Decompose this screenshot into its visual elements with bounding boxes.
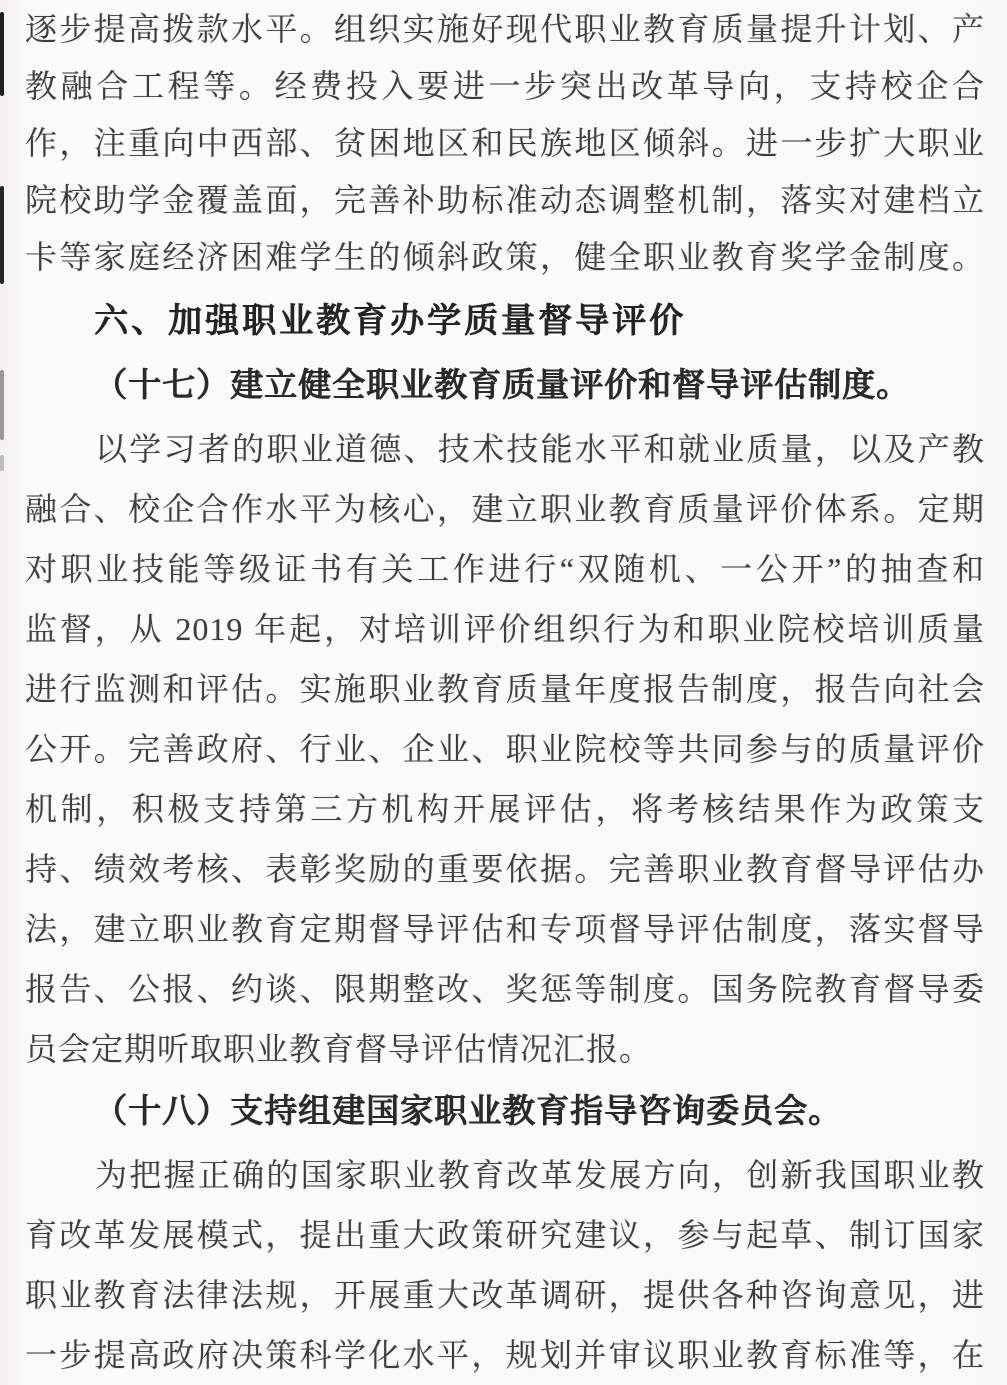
section-six-heading: 六、加强职业教育办学质量督导评价 — [94, 302, 686, 340]
text-line: 教融合工程等。经费投入要进一步突出改革导向，支持校企合 — [25, 68, 985, 104]
text-line: 持、绩效考核、表彰奖励的重要依据。完善职业教育督导评估办 — [25, 851, 985, 887]
clause-18-heading: （十八）支持组建国家职业教育指导咨询委员会。 — [94, 1094, 842, 1130]
text-line: 院校助学金覆盖面，完善补助标准动态调整机制，落实对建档立 — [25, 182, 985, 218]
text-line: 作，注重向中西部、贫困地区和民族地区倾斜。进一步扩大职业 — [25, 125, 985, 161]
clause-17-heading: （十七）建立健全职业教育质量评价和督导评估制度。 — [94, 368, 910, 404]
text-line: 一步提高政府决策科学化水平，规划并审议职业教育标准等，在 — [25, 1337, 985, 1373]
text-line: 卡等家庭经济困难学生的倾斜政策，健全职业教育奖学金制度。 — [25, 239, 985, 275]
text-line: 监督，从 2019 年起，对培训评价组织行为和职业院校培训质量 — [25, 611, 985, 647]
text-line: 职业教育法律法规，开展重大改革调研，提供各种咨询意见，进 — [25, 1277, 985, 1313]
text-line: 逐步提高拨款水平。组织实施好现代职业教育质量提升计划、产 — [25, 11, 985, 47]
text-line: 融合、校企合作水平为核心，建立职业教育质量评价体系。定期 — [25, 491, 985, 527]
text-line: 以学习者的职业道德、技术技能水平和就业质量，以及产教 — [95, 431, 985, 467]
paragraph-advisory-committee — [25, 1145, 985, 1385]
paragraph-funding-continuation — [25, 1, 985, 286]
text-line: 公开。完善政府、行业、企业、职业院校等共同参与的质量评价 — [25, 731, 985, 767]
text-line: 育改革发展模式，提出重大政策研究建议，参与起草、制订国家 — [25, 1217, 985, 1253]
text-line: 为把握正确的国家职业教育改革发展方向，创新我国职业教 — [95, 1157, 985, 1193]
text-line: 法，建立职业教育定期督导评估和专项督导评估制度，落实督导 — [25, 911, 985, 947]
text-line: 员会定期听取职业教育督导评估情况汇报。 — [25, 1031, 653, 1067]
paragraph-quality-evaluation — [25, 419, 985, 1079]
text-line: 报告、公报、约谈、限期整改、奖惩等制度。国务院教育督导委 — [25, 971, 985, 1007]
text-line: 机制，积极支持第三方机构开展评估，将考核结果作为政策支 — [25, 791, 985, 827]
text-line: 进行监测和评估。实施职业教育质量年度报告制度，报告向社会 — [25, 671, 985, 707]
text-line: 对职业技能等级证书有关工作进行“双随机、一公开”的抽查和 — [25, 551, 985, 587]
